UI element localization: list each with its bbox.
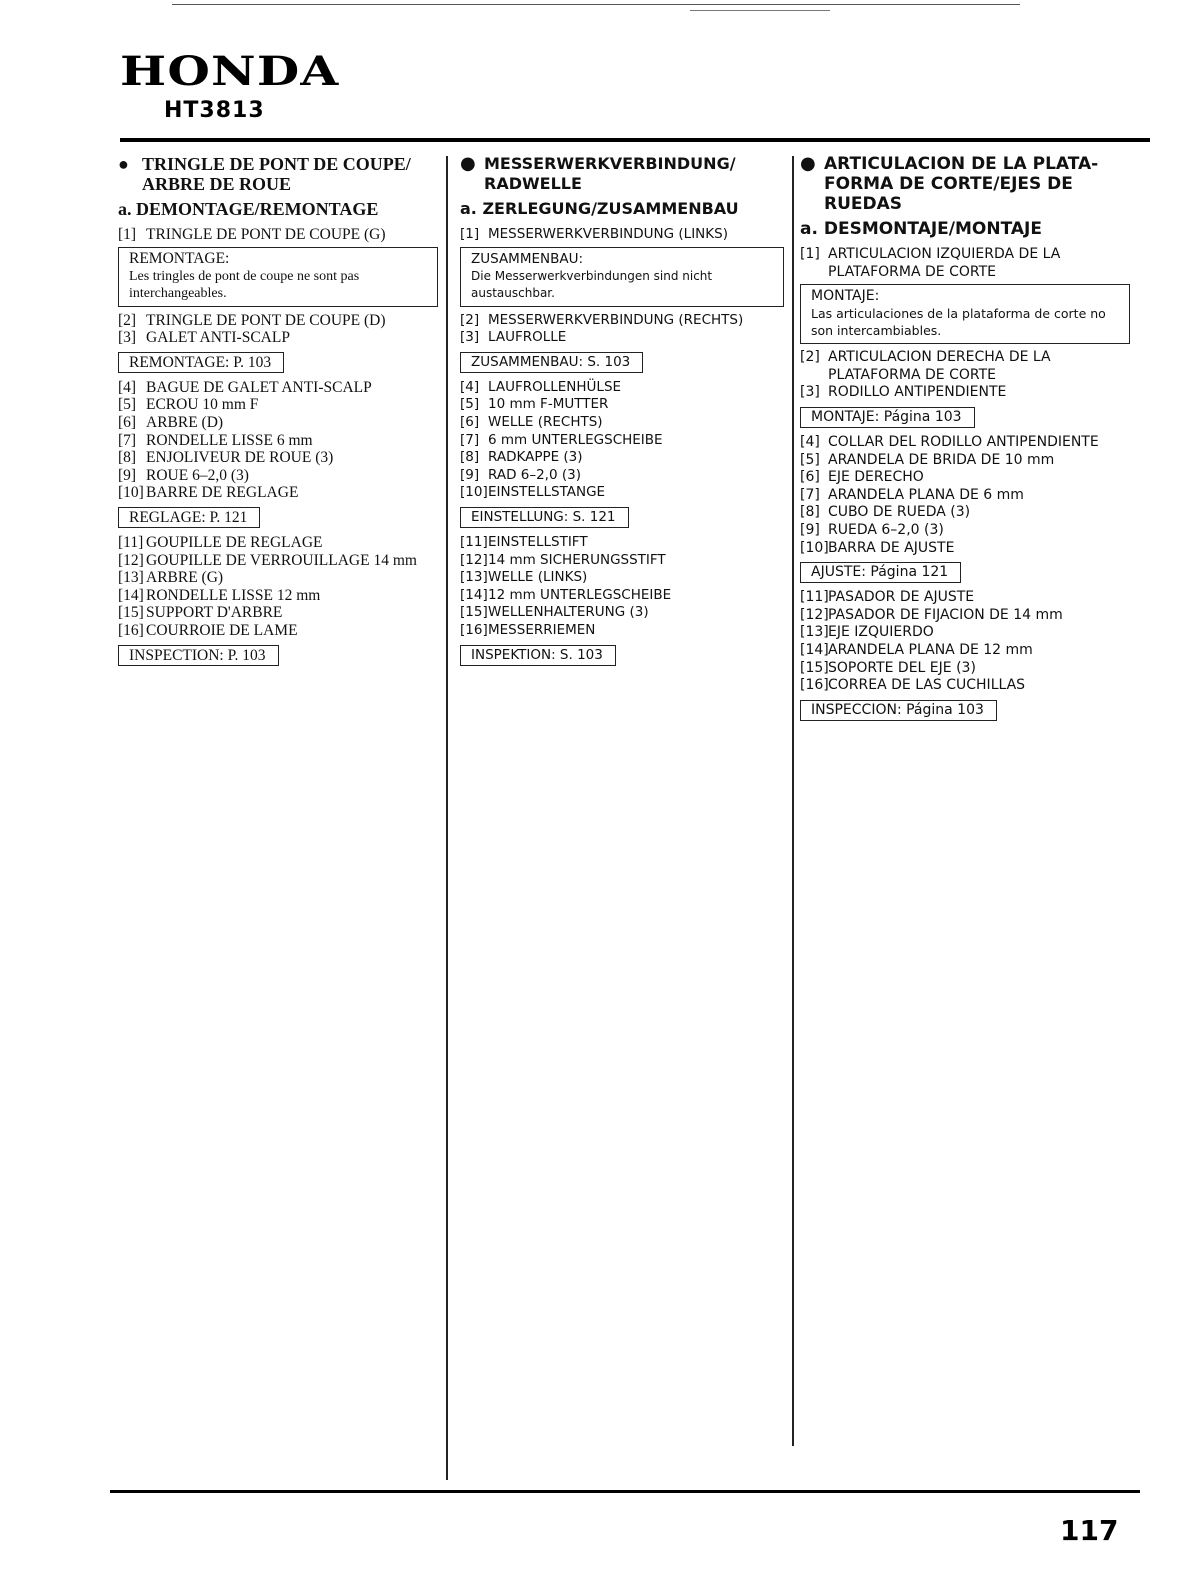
item-text: EINSTELLSTIFT	[488, 533, 588, 550]
bullet-icon: ●	[118, 154, 129, 174]
reference-box: AJUSTE: Página 121	[800, 562, 961, 583]
note-title: ZUSAMMENBAU:	[471, 250, 584, 267]
item-number: [16]	[800, 677, 829, 694]
parts-list	[118, 226, 438, 672]
reference-box: MONTAJE: Página 103	[800, 407, 975, 428]
item-text: ARANDELA DE BRIDA DE 10 mm	[828, 451, 1055, 468]
note-text: Las articulaciones de la plataforma de corte no son intercambiables.	[811, 306, 1106, 339]
item-text: ENJOLIVEUR DE ROUE (3)	[146, 449, 334, 467]
note-text: Les tringles de pont de coupe ne sont pas interchangeables.	[129, 268, 360, 301]
list-item	[460, 484, 784, 502]
page-number: 117	[1060, 1514, 1119, 1547]
item-text: ARBRE (G)	[146, 569, 224, 587]
list-item	[800, 469, 1130, 487]
item-number: [16]	[460, 621, 488, 638]
item-number: [14]	[460, 586, 488, 603]
section-title-text: MESSERWERKVERBINDUNG/ RADWELLE	[484, 154, 736, 193]
item-number: [7]	[118, 431, 137, 449]
item-number: [6]	[800, 469, 820, 486]
item-text: LAUFROLLENHÜLSE	[488, 378, 622, 395]
list-item	[460, 449, 784, 467]
item-number: [1]	[460, 226, 480, 242]
list-item	[460, 604, 784, 622]
section-title-text: ARTICULACION DE LA PLATA- FORMA DE CORTE/EJES DE RUEDAS	[824, 154, 1099, 214]
item-number: [6]	[460, 413, 480, 430]
list-item	[118, 449, 438, 467]
item-text: 6 mm UNTERLEGSCHEIBE	[488, 431, 663, 448]
reference-box: ZUSAMMENBAU: S. 103	[460, 352, 643, 373]
item-text: CORREA DE LAS CUCHILLAS	[828, 677, 1026, 694]
list-item	[460, 379, 784, 397]
note-title: MONTAJE:	[811, 288, 880, 305]
item-text: SOPORTE DEL EJE (3)	[828, 659, 976, 676]
item-number: [14]	[118, 586, 144, 604]
item-number: [3]	[800, 384, 820, 401]
column-spanish	[800, 154, 1130, 727]
list-item	[800, 349, 1130, 384]
note-text: Die Messerwerkverbindungen sind nicht austauschbar.	[471, 268, 713, 300]
list-item	[460, 569, 784, 587]
item-number: [5]	[800, 451, 820, 468]
item-text: ARTICULACION DERECHA DE LA PLATAFORMA DE CORTE	[828, 349, 1051, 383]
section-title	[460, 154, 784, 194]
list-item	[460, 312, 784, 330]
list-item	[118, 396, 438, 414]
column-divider-1	[446, 156, 448, 1480]
reference-row	[800, 557, 1130, 589]
list-item	[118, 414, 438, 432]
item-number: [11]	[800, 589, 829, 606]
item-text: TRINGLE DE PONT DE COUPE (D)	[146, 311, 386, 329]
list-item	[800, 487, 1130, 505]
section-subtitle: a. DESMONTAJE/MONTAJE	[800, 219, 1042, 239]
item-number: [15]	[118, 604, 144, 622]
reference-box: REMONTAGE: P. 103	[118, 352, 284, 373]
header-rule	[120, 138, 1150, 142]
item-text: RAD 6–2,0 (3)	[488, 466, 581, 483]
item-number: [5]	[118, 396, 137, 414]
list-item	[118, 467, 438, 485]
item-text: BAGUE DE GALET ANTI-SCALP	[146, 378, 372, 396]
list-item	[800, 434, 1130, 452]
item-number: [2]	[800, 349, 820, 366]
item-text: RONDELLE LISSE 12 mm	[146, 586, 321, 604]
list-item	[118, 312, 438, 330]
reference-box: INSPECCION: Página 103	[800, 700, 997, 721]
item-number: [8]	[800, 504, 820, 521]
list-item	[800, 589, 1130, 607]
item-text: RADKAPPE (3)	[488, 449, 583, 466]
list-item	[460, 226, 784, 244]
item-text: ARANDELA PLANA DE 6 mm	[828, 486, 1024, 503]
list-item	[800, 624, 1130, 642]
item-text: MESSERWERKVERBINDUNG (LINKS)	[488, 226, 728, 242]
item-number: [9]	[800, 521, 820, 538]
item-text: GALET ANTI-SCALP	[146, 329, 290, 347]
item-text: BARRE DE REGLAGE	[146, 484, 299, 502]
item-number: [7]	[460, 431, 480, 448]
item-text: ARTICULACION IZQUIERDA DE LA PLATAFORMA DE CORTE	[828, 246, 1061, 280]
item-number: [11]	[460, 533, 488, 550]
list-item	[800, 642, 1130, 660]
item-text: RUEDA 6–2,0 (3)	[828, 521, 944, 538]
section-subtitle: a. DEMONTAGE/REMONTAGE	[118, 199, 379, 219]
note-box	[800, 284, 1130, 344]
item-text: PASADOR DE FIJACION DE 14 mm	[828, 606, 1063, 623]
reference-row	[460, 640, 784, 672]
item-number: [2]	[460, 311, 480, 328]
list-item	[118, 587, 438, 605]
list-item	[800, 607, 1130, 625]
list-item	[118, 622, 438, 640]
list-item	[460, 432, 784, 450]
list-item	[800, 540, 1130, 558]
top-scan-line	[172, 4, 1020, 5]
item-text: WELLENHALTERUNG (3)	[488, 604, 649, 621]
item-text: SUPPORT D'ARBRE	[146, 604, 283, 622]
item-text: 10 mm F-MUTTER	[488, 396, 609, 413]
reference-row	[118, 640, 438, 672]
item-number: [10]	[460, 484, 488, 501]
section-subtitle: a. ZERLEGUNG/ZUSAMMENBAU	[460, 199, 739, 218]
list-item	[118, 379, 438, 397]
section-title	[800, 154, 1130, 214]
item-text: ARBRE (D)	[146, 413, 224, 431]
note-box	[460, 247, 784, 307]
item-number: [11]	[118, 533, 144, 551]
item-text: ROUE 6–2,0 (3)	[146, 466, 249, 484]
note-box	[118, 247, 438, 307]
list-item	[800, 452, 1130, 470]
model-label: HT3813	[164, 98, 265, 123]
item-number: [14]	[800, 641, 829, 658]
item-text: GOUPILLE DE REGLAGE	[146, 533, 323, 551]
honda-logo: HONDA	[120, 48, 340, 95]
item-text: GOUPILLE DE VERROUILLAGE 14 mm	[146, 551, 417, 569]
item-number: [1]	[800, 246, 820, 262]
list-item	[118, 604, 438, 622]
item-text: ECROU 10 mm F	[146, 396, 259, 414]
list-item	[800, 504, 1130, 522]
list-item	[800, 677, 1130, 695]
list-item	[800, 246, 1130, 281]
reference-box: REGLAGE: P. 121	[118, 507, 260, 528]
item-number: [15]	[460, 604, 488, 621]
item-text: WELLE (RECHTS)	[488, 413, 603, 430]
item-number: [4]	[460, 378, 480, 395]
reference-row	[460, 502, 784, 534]
parts-list	[800, 246, 1130, 727]
list-item	[118, 329, 438, 347]
list-item	[460, 534, 784, 552]
list-item	[118, 569, 438, 587]
column-french	[118, 154, 438, 672]
item-text: ARANDELA PLANA DE 12 mm	[828, 641, 1033, 658]
item-text: TRINGLE DE PONT DE COUPE (G)	[146, 226, 386, 243]
item-number: [12]	[800, 606, 829, 623]
list-item	[460, 329, 784, 347]
item-text: WELLE (LINKS)	[488, 569, 588, 586]
list-item	[460, 396, 784, 414]
column-german	[460, 154, 784, 672]
item-number: [12]	[118, 551, 144, 569]
column-divider-2	[792, 156, 794, 1446]
list-item	[460, 414, 784, 432]
item-text: 12 mm UNTERLEGSCHEIBE	[488, 586, 672, 603]
list-item	[118, 534, 438, 552]
reference-row	[800, 695, 1130, 727]
item-text: RODILLO ANTIPENDIENTE	[828, 384, 1007, 401]
list-item	[118, 226, 438, 244]
item-text: MESSERRIEMEN	[488, 621, 596, 638]
item-number: [10]	[800, 539, 829, 556]
reference-row	[460, 347, 784, 379]
note-title: REMONTAGE:	[129, 249, 230, 267]
item-number: [16]	[118, 621, 144, 639]
list-item	[800, 384, 1130, 402]
item-number: [13]	[460, 569, 488, 586]
reference-box: EINSTELLUNG: S. 121	[460, 507, 629, 528]
bullet-icon: ●	[460, 153, 476, 174]
reference-row	[118, 347, 438, 379]
list-item	[118, 484, 438, 502]
item-number: [3]	[460, 329, 480, 346]
list-item	[460, 552, 784, 570]
item-number: [7]	[800, 486, 820, 503]
item-number: [9]	[460, 466, 480, 483]
item-number: [8]	[118, 449, 137, 467]
item-text: EJE IZQUIERDO	[828, 624, 934, 641]
section-title-text: TRINGLE DE PONT DE COUPE/ ARBRE DE ROUE	[142, 154, 411, 194]
item-number: [6]	[118, 413, 137, 431]
bullet-icon: ●	[800, 153, 816, 174]
item-text: COLLAR DEL RODILLO ANTIPENDIENTE	[828, 433, 1099, 450]
list-item	[118, 432, 438, 450]
item-number: [15]	[800, 659, 829, 676]
list-item	[460, 622, 784, 640]
item-number: [12]	[460, 551, 488, 568]
item-number: [2]	[118, 311, 137, 329]
item-number: [13]	[118, 569, 144, 587]
list-item	[460, 587, 784, 605]
item-number: [8]	[460, 449, 480, 466]
item-text: EJE DERECHO	[828, 469, 924, 486]
item-text: RONDELLE LISSE 6 mm	[146, 431, 313, 449]
item-number: [10]	[118, 484, 144, 502]
reference-box: INSPECTION: P. 103	[118, 645, 279, 666]
item-text: EINSTELLSTANGE	[488, 484, 606, 501]
item-text: BARRA DE AJUSTE	[828, 539, 955, 556]
reference-row	[800, 402, 1130, 434]
section-title	[118, 154, 438, 194]
item-text: MESSERWERKVERBINDUNG (RECHTS)	[488, 311, 744, 328]
list-item	[118, 552, 438, 570]
top-scan-line-short	[690, 10, 830, 11]
item-text: PASADOR DE AJUSTE	[828, 589, 975, 606]
item-number: [3]	[118, 329, 137, 347]
reference-box: INSPEKTION: S. 103	[460, 645, 616, 666]
item-text: COURROIE DE LAME	[146, 621, 298, 639]
item-text: LAUFROLLE	[488, 329, 567, 346]
item-text: CUBO DE RUEDA (3)	[828, 504, 971, 521]
list-item	[800, 660, 1130, 678]
footer-rule	[110, 1490, 1140, 1493]
list-item	[460, 467, 784, 485]
item-number: [9]	[118, 466, 137, 484]
parts-list	[460, 226, 784, 672]
list-item	[800, 522, 1130, 540]
item-number: [4]	[118, 378, 137, 396]
item-number: [13]	[800, 624, 829, 641]
item-number: [5]	[460, 396, 480, 413]
item-number: [1]	[118, 226, 137, 243]
item-number: [4]	[800, 433, 820, 450]
item-text: 14 mm SICHERUNGSSTIFT	[488, 551, 666, 568]
reference-row	[118, 502, 438, 534]
